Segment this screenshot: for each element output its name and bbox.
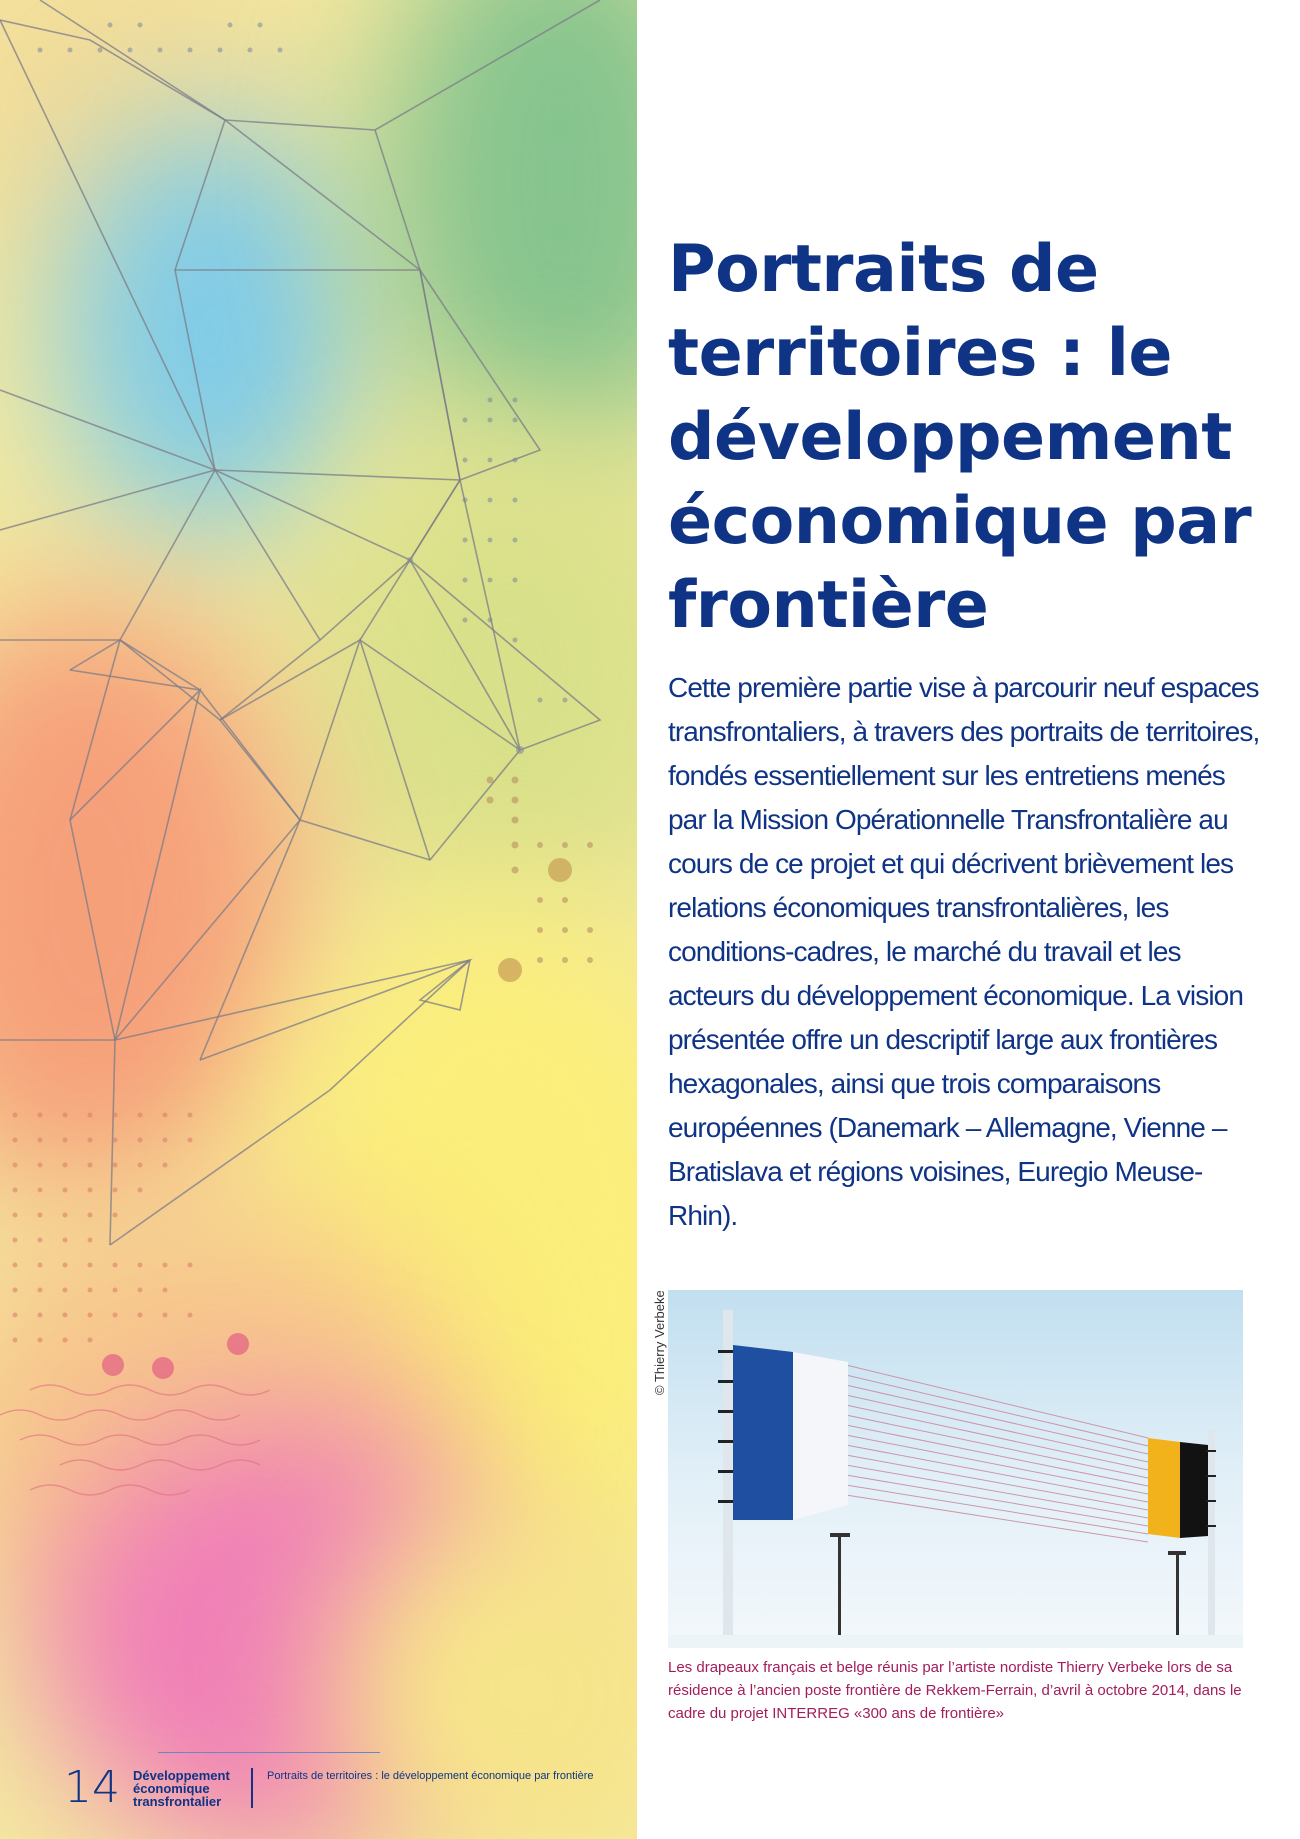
footer-separator (251, 1768, 253, 1808)
intro-paragraph: Cette première partie vise à parcourir neuf espaces transfrontaliers, à travers des portraits de territoires, fondés essentiellement sur les entretiens menés par la Mission Opérationnelle Transfrontalière au cours de ce projet et qui décrivent brièvement les relations économiques transfrontalières, les conditions-cadres, le marché du travail et les acteurs du développement économique. La vision présentée offre un descriptif large aux frontières hexagonales, ainsi que trois comparaisons européennes (Danemark – Allemagne, Vienne – Bratislava et régions voisines, Euregio Meuse-Rhin). (668, 672, 1260, 1231)
footer-divider (158, 1752, 380, 1753)
page-number: 14 (64, 1762, 120, 1813)
flags-artwork-image (668, 1290, 1243, 1648)
photo-caption: Les drapeaux français et belge réunis par l’artiste nordiste Thierry Verbeke lors de sa résidence à l’ancien poste frontière de Rekkem-Ferrain, d’avril à octobre 2014, dans le cadre du projet INTERREG «300 ans de frontière» (668, 1659, 1242, 1722)
publication-title-line1: Développement (133, 1768, 230, 1783)
decorative-art-panel (0, 0, 637, 1839)
publication-title-line3: transfrontalier (133, 1794, 222, 1809)
flag-photo (668, 1290, 1243, 1648)
geometric-network-illustration (0, 0, 637, 1839)
page-title: Portraits de territoires : le développement économique par frontière (668, 232, 1252, 643)
section-title: Portraits de territoires : le développement économique par frontière (267, 1770, 594, 1782)
publication-title-line2: économique (133, 1781, 210, 1796)
photo-credit: © Thierry Verbeke (652, 1290, 667, 1395)
publication-title (133, 1769, 253, 1808)
